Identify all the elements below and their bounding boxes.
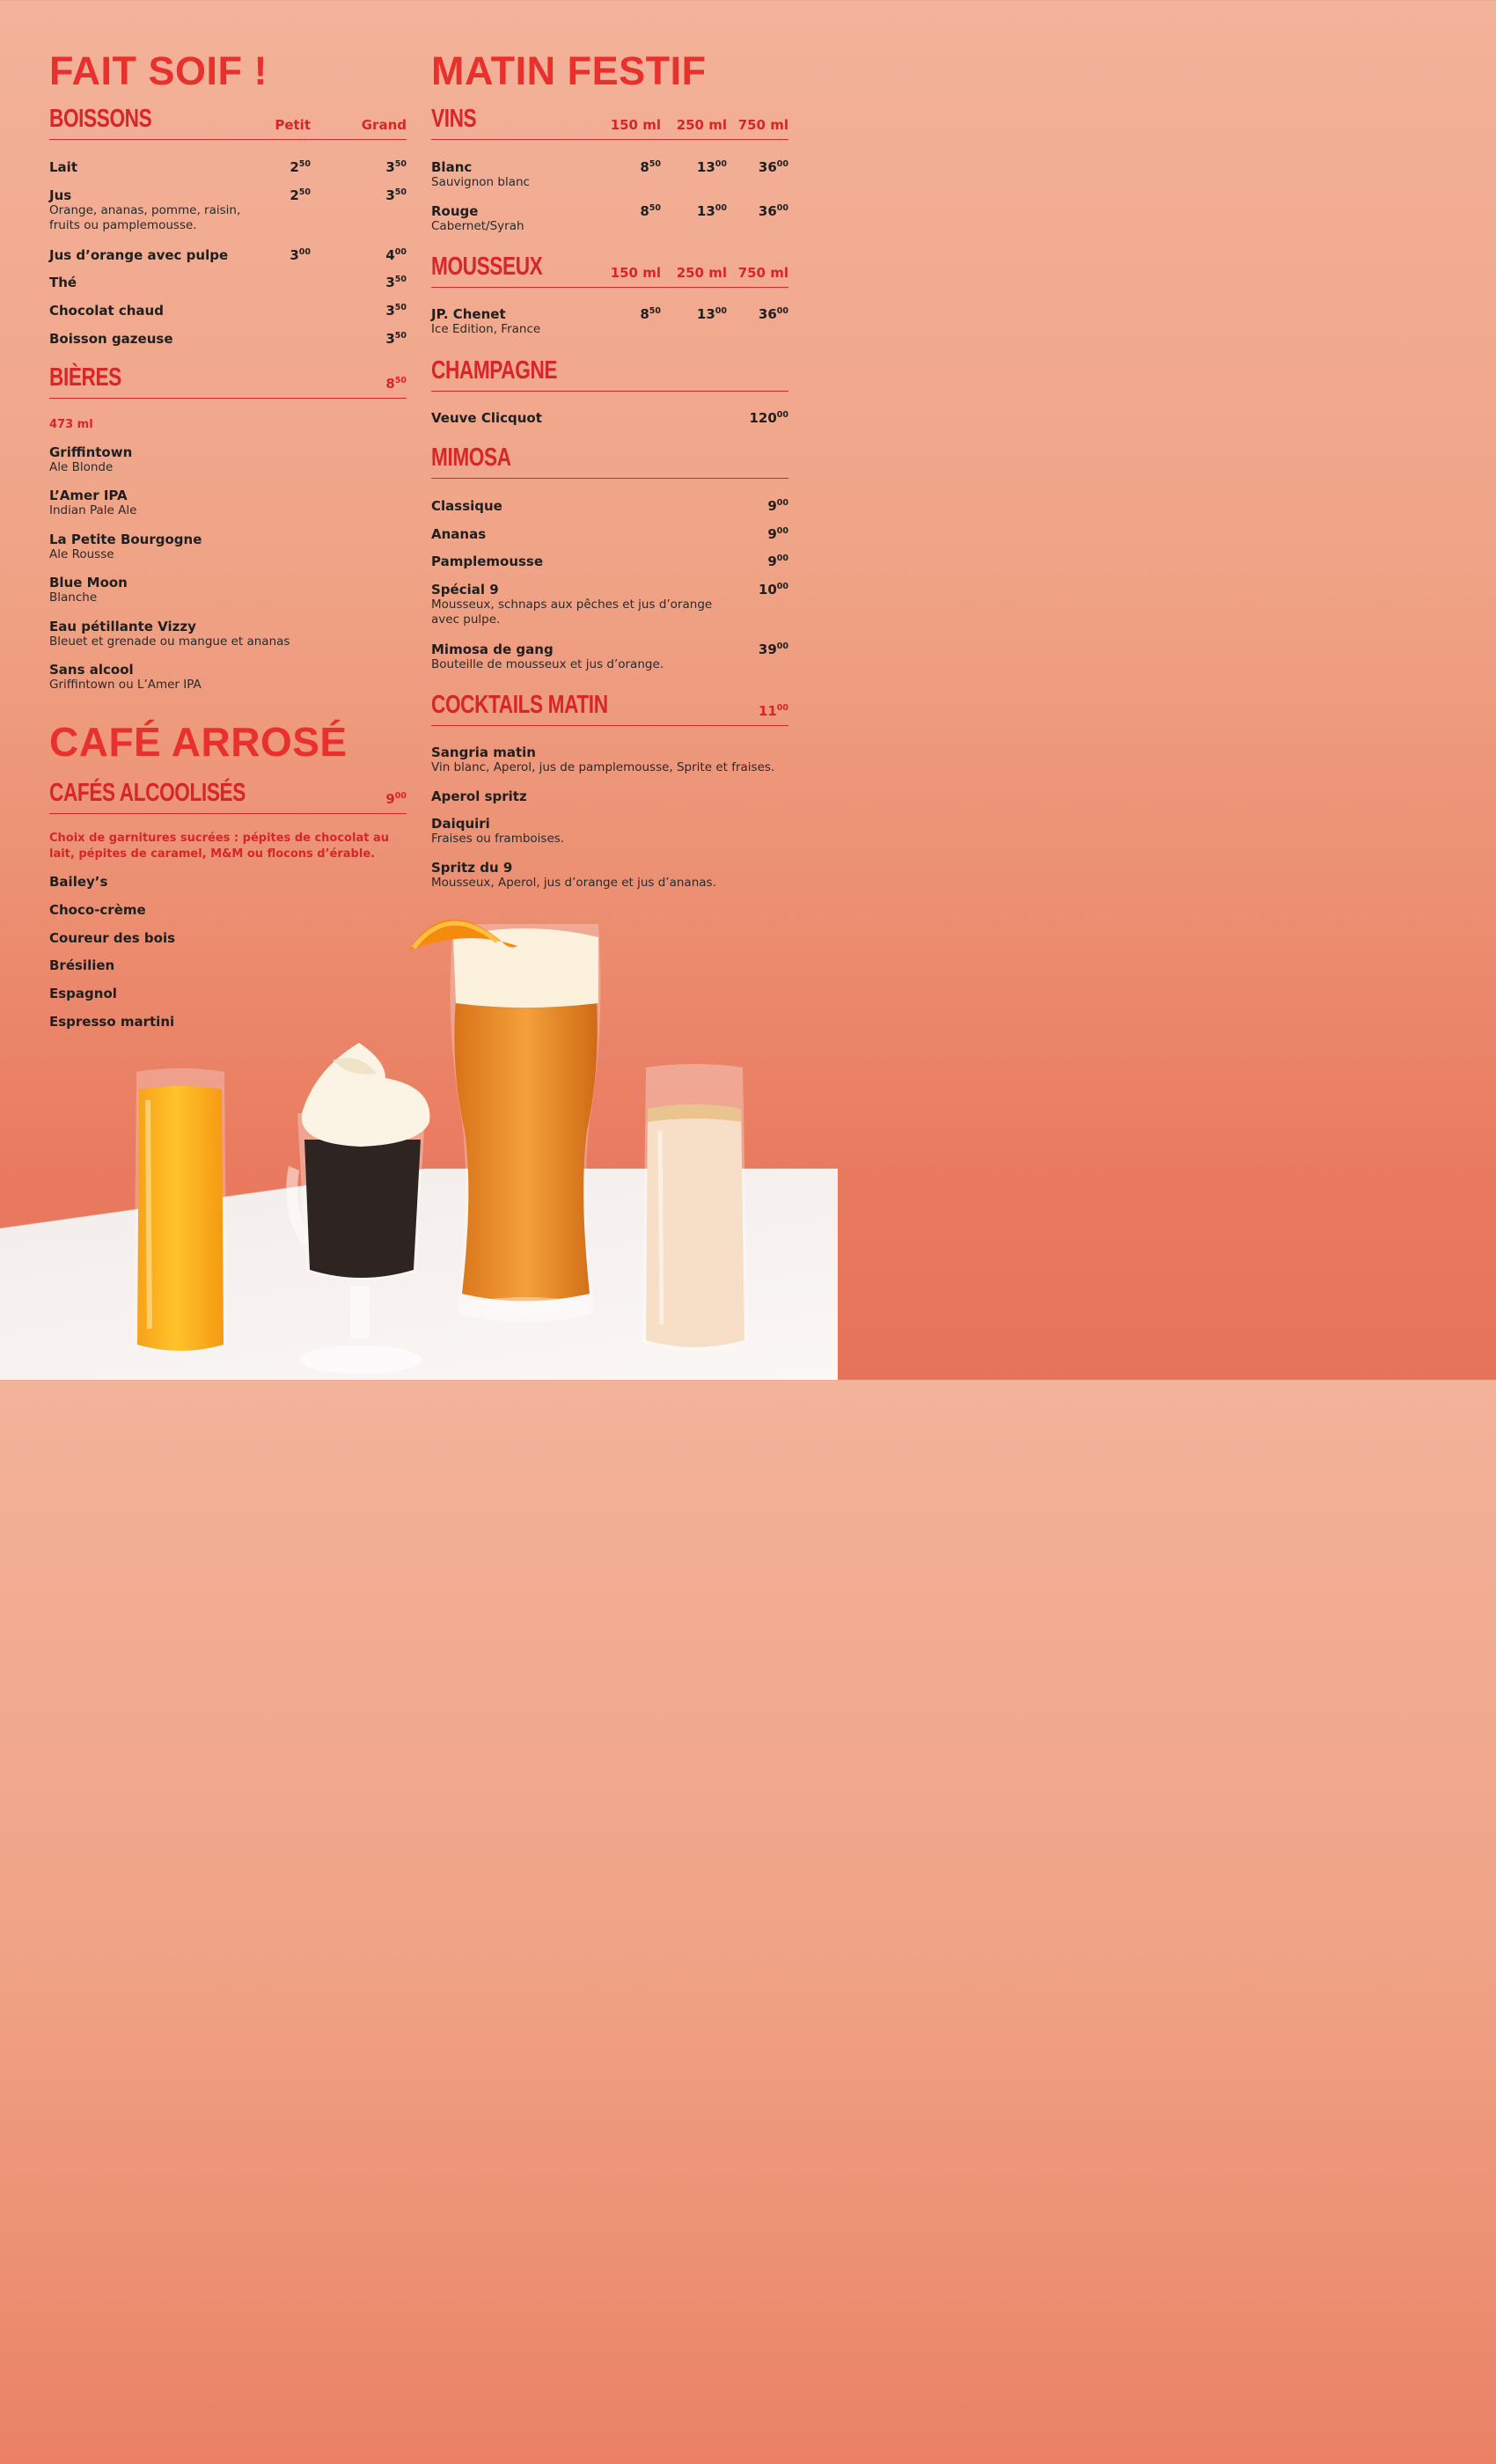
cocktail-item [431,816,788,847]
mousseux-col-150: 150 ml [610,265,661,281]
biere-item [49,619,407,649]
price-150: $8^{50}$ [640,306,661,322]
item-name: Classique [431,498,502,514]
item-name: Eau pétillante Vizzy [49,619,196,634]
champagne-title: CHAMPAGNE [431,356,558,385]
item-name: Pamplemousse [431,554,544,569]
mimosa-title: MIMOSA [431,444,511,472]
item-name: L’Amer IPA [49,488,128,503]
mousseux-header [431,253,788,288]
price-750: $36^{00}$ [758,306,788,322]
cocktails-header [431,691,788,726]
price-petit: $2^{50}$ [290,159,311,175]
item-description: Blanche [49,590,98,605]
price-petit: $3^{00}$ [290,247,311,263]
mimosa-header [431,444,788,479]
bieres-header [49,363,407,399]
cafe-item [49,1014,407,1030]
item-name: Choco-crème [49,902,146,918]
item-description: Griffintown ou L’Amer IPA [49,678,202,692]
item-description: Sauvignon blanc [431,175,530,189]
item-name: Espagnol [49,986,117,1001]
item-name: JP. Chenet [431,306,506,322]
item-name: Griffintown [49,444,133,460]
biere-item [49,488,407,518]
vins-header [431,105,788,140]
item-description: Ale Blonde [49,460,114,474]
cafes-title: CAFÉS ALCOOLISÉS [49,779,246,807]
price-250: $13^{00}$ [696,203,727,219]
cafe-item [49,930,407,946]
boissons-header [49,105,407,140]
item-name: Sangria matin [431,744,536,760]
biere-item [49,662,407,693]
bieres-price: $8^{50}$ [385,376,407,392]
price: $9^{00}$ [767,498,788,514]
item-name: Blanc [431,159,473,175]
price-grand: $3^{50}$ [385,331,407,347]
cafe-item [49,902,407,918]
biere-item [49,444,407,475]
price-grand: $3^{50}$ [385,275,407,290]
item-name: Spécial 9 [431,582,499,598]
cocktail-item [431,860,788,891]
boisson-item [49,275,407,290]
mimosa-item [431,642,788,672]
price-grand: $3^{50}$ [385,159,407,175]
item-name: Brésilien [49,957,115,973]
left-column [49,0,407,1056]
item-description: Indian Pale Ale [49,503,137,517]
vins-col-250: 250 ml [676,117,727,133]
item-description: Mousseux, Aperol, jus d’orange et jus d’ananas. [431,876,716,890]
item-name: Ananas [431,526,487,542]
item-description: Orange, ananas, pomme, raisin, fruits ou pamplemousse. [49,203,241,232]
mousseux-col-750: 750 ml [737,265,788,281]
item-name: Daiquiri [431,816,490,832]
item-description: Bleuet et grenade ou mangue et ananas [49,634,290,649]
item-description: Vin blanc, Aperol, jus de pamplemousse, Sprite et fraises. [431,760,775,774]
price-petit: $2^{50}$ [290,187,311,203]
boisson-item [49,331,407,347]
item-description: Ale Rousse [49,547,114,561]
vin-item [431,203,788,234]
cafes-price: $9^{00}$ [385,791,407,807]
price: $39^{00}$ [758,642,788,657]
beer-glass-with-orange-slice [405,902,607,1329]
item-description: Mousseux, schnaps aux pêches et jus d’orange avec pulpe. [431,598,713,627]
price-grand: $3^{50}$ [385,187,407,203]
price-750: $36^{00}$ [758,203,788,219]
item-description: Bouteille de mousseux et jus d’orange. [431,657,664,671]
cafe-item [49,957,407,973]
item-name: Thé [49,275,77,290]
cocktails-title: COCKTAILS MATIN [431,691,608,719]
boisson-item [49,187,407,233]
champagne-item [431,410,788,426]
item-name: Espresso martini [49,1014,175,1030]
mimosa-item [431,582,788,627]
mimosa-item [431,526,788,542]
boissons-col-grand: Grand [361,117,407,133]
item-name: Aperol spritz [431,788,527,804]
biere-item [49,575,407,605]
item-description: Fraises ou framboises. [431,832,565,846]
price: $10^{00}$ [758,582,788,598]
cocktail-item [431,744,788,775]
vins-col-150: 150 ml [610,117,661,133]
mimosa-item [431,498,788,514]
cafes-note: Choix de garnitures sucrées : pépites de chocolat au lait, pépites de caramel, M&M ou flocons d’érable. [49,832,389,861]
item-name: Bailey’s [49,874,108,890]
item-name: Coureur des bois [49,930,176,946]
item-name: Jus [49,187,72,203]
vins-title: VINS [431,105,477,133]
price-750: $36^{00}$ [758,159,788,175]
price-150: $8^{50}$ [640,159,661,175]
cocktails-price: $11^{00}$ [758,703,788,719]
boissons-col-petit: Petit [275,117,311,133]
vins-col-750: 750 ml [737,117,788,133]
right-page-title: MATIN FESTIF [431,48,707,93]
item-name: Boisson gazeuse [49,331,173,347]
orange-juice-glass [123,1065,238,1364]
bieres-title: BIÈRES [49,363,121,392]
item-description: Ice Edition, France [431,322,541,336]
item-name: Spritz du 9 [431,860,513,876]
left-page-title: FAIT SOIF ! [49,48,268,93]
item-name: La Petite Bourgogne [49,532,202,547]
cafe-item [49,874,407,890]
biere-item [49,532,407,562]
price-150: $8^{50}$ [640,203,661,219]
mousseux-item [431,306,788,337]
price-grand: $4^{00}$ [385,247,407,263]
price-grand: $3^{50}$ [385,303,407,319]
item-name: Blue Moon [49,575,128,590]
item-name: Veuve Clicquot [431,410,542,426]
cocktail-item [431,788,788,804]
boisson-item [49,159,407,175]
boisson-item [49,303,407,319]
sparkling-wine-flute [635,1060,754,1364]
price: $9^{00}$ [767,526,788,542]
cafe-arrose-title: CAFÉ ARROSÉ [49,719,348,765]
boisson-item [49,247,407,263]
bieres-size: 473 ml [49,418,93,431]
item-name: Lait [49,159,77,175]
price-250: $13^{00}$ [696,159,727,175]
mousseux-col-250: 250 ml [676,265,727,281]
boissons-title: BOISSONS [49,105,152,133]
right-column [431,0,788,898]
vin-item [431,159,788,190]
mousseux-title: MOUSSEUX [431,253,543,281]
champagne-header [431,356,788,392]
mimosa-item [431,554,788,569]
item-name: Chocolat chaud [49,303,164,319]
item-name: Rouge [431,203,479,219]
item-name: Mimosa de gang [431,642,554,657]
cafe-item [49,986,407,1001]
item-description: Cabernet/Syrah [431,219,524,233]
cafes-header [49,779,407,814]
price: $9^{00}$ [767,554,788,569]
price: $120^{00}$ [749,410,788,426]
price-250: $13^{00}$ [696,306,727,322]
item-name: Sans alcool [49,662,134,678]
item-name: Jus d’orange avec pulpe [49,247,229,263]
